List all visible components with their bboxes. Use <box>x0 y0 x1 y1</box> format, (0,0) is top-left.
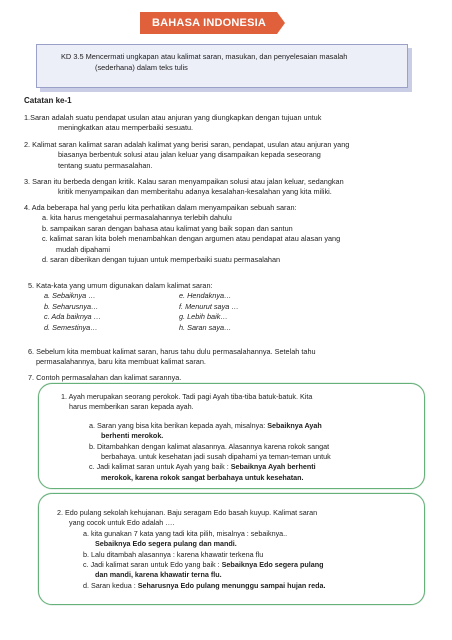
kd-box <box>36 44 408 88</box>
example-2-text: 2. Edo pulang sekolah kehujanan. Baju seragam Edo basah kuyup. Kalimat saran yang cocok untuk Edo adalah …. a. kita gunakan 7 kata yang tadi kita pilih, misalnya : sebaiknya.. Sebaiknya Edo segera pulang dan mandi. b. Lalu ditambah alasannya : karena khawatir terkena flu c. Jadi kalimat saran untuk Edo yang baik : Sebaiknya Edo segera pulang dan mandi, karena khawatir terna flu. d. Saran kedua : Seharusnya Edo pulang menunggu sampai hujan reda. <box>57 508 326 590</box>
point-7: 7. Contoh permasalahan dan kalimat sarannya. <box>28 373 182 382</box>
point-1: 1.Saran adalah suatu pendapat usulan atau anjuran yang diungkapkan dengan tujuan untuk meningkatkan atau memperbaiki sesuatu. <box>24 113 322 133</box>
keyword-col-right: e. Hendaknya… f. Menurut saya … g. Lebih baik… h. Saran saya… <box>179 291 239 332</box>
kd-line-1: KD 3.5 Mencermati ungkapan atau kalimat saran, masukan, dan penyelesaian masalah <box>61 52 348 61</box>
point-4: 4. Ada beberapa hal yang perlu kita perhatikan dalam menyampaikan sebuah saran: a. kita harus mengetahui permasalahannya terlebih dahulu b. sampaikan saran dengan bahasa atau kalimat yang baik sopan dan santun c. kalimat saran kita boleh menambahkan dengan argumen atau pendapat atau alasan yang mudah dipahami d. saran diberikan dengan tujuan untuk memperbaiki suatu permasalahan <box>24 203 341 265</box>
kd-line-2: (sederhana) dalam teks tulis <box>95 62 188 72</box>
keyword-col-left: a. Sebaiknya … b. Seharusnya… c. Ada baiknya … d. Semestinya… <box>44 291 101 332</box>
point-3: 3. Saran itu berbeda dengan kritik. Kalau saran menyampaikan solusi atau jalan keluar, sedangkan kritik menyampaikan dan memberitahu adanya kesalahan-kesalahan yang kita miliki. <box>24 177 344 197</box>
point-6: 6. Sebelum kita membuat kalimat saran, harus tahu dulu permasalahannya. Setelah tahu permasalahannya, baru kita membuat kalimat saran. <box>28 347 316 367</box>
point-5: 5. Kata-kata yang umum digunakan dalam kalimat saran: a. Sebaiknya … b. Seharusnya… c. Ada baiknya … d. Semestinya… e. Hendaknya… f. Menurut saya … g. Lebih baik… h. Saran saya… <box>28 281 428 333</box>
example-card-1 <box>38 383 425 489</box>
subject-banner: BAHASA INDONESIA <box>140 12 277 34</box>
example-card-2 <box>38 493 425 605</box>
point-2: 2. Kalimat saran kalimat saran adalah kalimat yang berisi saran, pendapat, usulan atau anjuran yang biasanya berbentuk solusi atau jalan keluar yang disampaikan kepada seseorang tentang suatu permasalahan. <box>24 140 350 170</box>
example-1-text: 1. Ayah merupakan seorang perokok. Tadi pagi Ayah tiba-tiba batuk-batuk. Kita harus memberikan saran kepada ayah. a. Saran yang bisa kita berikan kepada ayah, misalnya: Sebaiknya Ayah berhenti merokok. b. Ditambahkan dengan kalimat alasannya. Alasannya karena rokok sangat berbahaya. untuk kesehatan jadi susah dipahami ya teman-teman untuk c. Jadi kalimat saran untuk Ayah yang baik : Sebaiknya Ayah berhenti merokok, karena rokok sangat berbahaya untuk kesehatan. <box>61 392 331 482</box>
notes-heading: Catatan ke-1 <box>24 96 72 105</box>
keyword-columns <box>28 291 428 333</box>
kd-text <box>61 52 401 73</box>
